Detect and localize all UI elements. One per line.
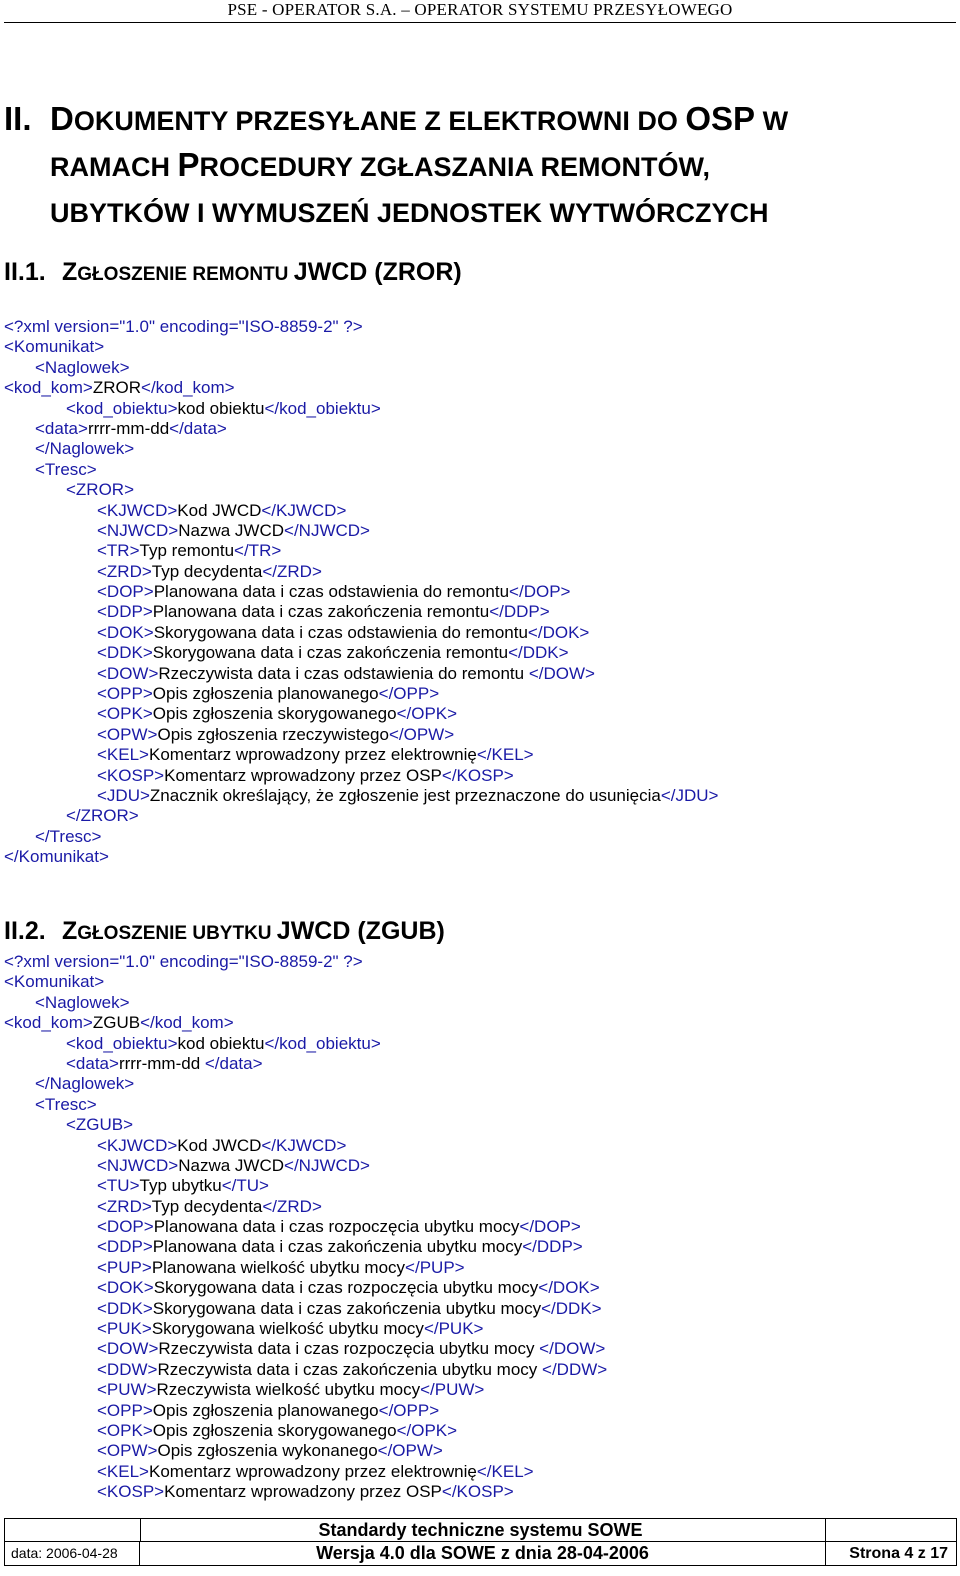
code-line: [4, 1197, 607, 1217]
element-value: Opis zgłoszenia skorygowanego: [152, 704, 397, 724]
xml-tag: <kod_kom>: [4, 1013, 93, 1033]
xml-tag: <Tresc>: [35, 459, 97, 479]
heading-text-part: OSP: [685, 100, 756, 137]
section-heading-2: [4, 916, 445, 949]
xml-code-block-zror: [4, 317, 718, 868]
code-line: [4, 847, 718, 867]
code-line: [4, 1278, 607, 1298]
heading-text-part: JWCD (ZGUB): [276, 917, 445, 945]
xml-tag: </ZROR>: [66, 806, 139, 826]
xml-tag: </DOW>: [539, 1339, 606, 1359]
code-line: [4, 439, 718, 459]
xml-tag: </kod_obiektu>: [264, 1033, 381, 1053]
xml-tag: <KOSP>: [97, 1482, 165, 1502]
xml-tag: <Komunikat>: [4, 972, 105, 992]
code-line: [4, 704, 718, 724]
code-line: [4, 562, 718, 582]
heading-text-part: Z: [62, 258, 78, 286]
element-value: Komentarz wprowadzony przez OSP: [164, 765, 442, 785]
xml-tag: </kod_obiektu>: [264, 398, 381, 418]
xml-tag: <ZRD>: [97, 561, 152, 581]
xml-tag: </PUP>: [405, 1257, 465, 1277]
code-line: [4, 1299, 607, 1319]
xml-tag: <KEL>: [97, 745, 149, 765]
code-line: [4, 1258, 607, 1278]
element-value: Skorygowana data i czas rozpoczęcia ubytku mocy: [153, 1278, 539, 1298]
xml-tag: <KJWCD>: [97, 1135, 178, 1155]
xml-tag: </DOK>: [538, 1278, 600, 1298]
xml-tag: <DOP>: [97, 582, 154, 602]
xml-tag: </KEL>: [476, 745, 534, 765]
xml-tag: <TR>: [97, 541, 140, 561]
xml-tag: <NJWCD>: [97, 1155, 179, 1175]
code-line: [4, 399, 718, 419]
xml-tag: </OPP>: [378, 684, 440, 704]
xml-tag: </OPK>: [396, 704, 458, 724]
xml-tag: </JDU>: [660, 785, 719, 805]
xml-tag: <OPP>: [97, 684, 153, 704]
xml-tag: <DDK>: [97, 1298, 153, 1318]
footer-title: Standardy techniczne systemu SOWE: [5, 1519, 956, 1542]
xml-tag: <data>: [66, 1053, 119, 1073]
element-value: Komentarz wprowadzony przez elektrownię: [149, 745, 477, 765]
code-line: [4, 1462, 607, 1482]
chapter-heading: [4, 97, 944, 235]
element-value: Typ remontu: [139, 541, 235, 561]
element-value: Rzeczywista data i czas odstawienia do remontu: [158, 663, 529, 683]
section-title: [62, 258, 462, 286]
xml-tag: <kod_obiektu>: [66, 398, 178, 418]
xml-tag: <ZROR>: [66, 480, 135, 500]
xml-tag: </PUK>: [423, 1319, 484, 1339]
xml-tag: <Naglowek>: [35, 357, 130, 377]
code-line: [4, 745, 718, 765]
element-value: Opis zgłoszenia wykonanego: [157, 1441, 378, 1461]
section-number: II.1.: [4, 258, 46, 286]
code-line: [4, 1237, 607, 1257]
element-value: ZROR: [92, 378, 142, 398]
xml-tag: </OPP>: [378, 1400, 440, 1420]
section-heading-1: [4, 257, 462, 290]
chapter-line-2: [4, 143, 944, 189]
chapter-line-3: [4, 189, 944, 235]
xml-tag: <Naglowek>: [35, 992, 130, 1012]
xml-tag: </NJWCD>: [284, 1155, 370, 1175]
xml-tag: </ZRD>: [262, 1196, 322, 1216]
xml-tag: <?xml version="1.0" encoding="ISO-8859-2" ?>: [4, 317, 363, 336]
element-value: Rzeczywista data i czas rozpoczęcia ubytku mocy: [158, 1339, 540, 1359]
code-line: [4, 317, 718, 337]
xml-tag: </kod_kom>: [141, 378, 235, 398]
code-line: [4, 1421, 607, 1441]
xml-tag: <?xml version="1.0" encoding="ISO-8859-2" ?>: [4, 952, 363, 971]
element-value: Kod JWCD: [177, 500, 262, 520]
xml-tag: <OPP>: [97, 1400, 153, 1420]
code-line: [4, 337, 718, 357]
xml-tag: <NJWCD>: [97, 520, 179, 540]
xml-tag: </DDW>: [542, 1359, 608, 1379]
xml-tag: <JDU>: [97, 785, 150, 805]
code-line: [4, 419, 718, 439]
xml-tag: <PUK>: [97, 1319, 152, 1339]
code-line: [4, 541, 718, 561]
heading-text-part: GŁOSZENIE REMONTU: [77, 264, 294, 285]
code-line: [4, 1176, 607, 1196]
xml-tag: <DDP>: [97, 1237, 153, 1257]
element-value: Planowana data i czas rozpoczęcia ubytku mocy: [153, 1217, 520, 1237]
xml-tag: <OPK>: [97, 1420, 153, 1440]
xml-tag: <PUW>: [97, 1380, 157, 1400]
code-line: [4, 1360, 607, 1380]
element-value: Typ decydenta: [151, 1196, 263, 1216]
xml-tag: <KJWCD>: [97, 500, 178, 520]
code-line: [4, 1380, 607, 1400]
xml-tag: </Naglowek>: [35, 439, 135, 459]
element-value: rrrr-mm-dd: [87, 418, 170, 438]
heading-text-part: D: [50, 100, 74, 137]
xml-tag: </TU>: [221, 1176, 269, 1196]
code-line: [4, 1115, 607, 1135]
xml-tag: <Komunikat>: [4, 337, 105, 357]
xml-tag: </data>: [204, 1053, 263, 1073]
code-line: [4, 1034, 607, 1054]
footer-version: Wersja 4.0 dla SOWE z dnia 28-04-2006: [316, 1543, 649, 1563]
heading-text-part: P: [177, 146, 200, 183]
xml-tag: </DDP>: [489, 602, 550, 622]
xml-tag: </kod_kom>: [140, 1013, 234, 1033]
heading-text-part: W: [755, 106, 789, 136]
xml-tag: </OPK>: [396, 1420, 458, 1440]
xml-tag: <Tresc>: [35, 1094, 97, 1114]
code-line: [4, 480, 718, 500]
code-line: [4, 1136, 607, 1156]
xml-tag: </data>: [169, 418, 227, 438]
page-footer: [4, 1518, 957, 1566]
xml-tag: </ZRD>: [262, 561, 322, 581]
heading-text-part: ROCEDURY ZGŁASZANIA REMONTÓW,: [199, 152, 711, 182]
xml-tag: <DOW>: [97, 663, 159, 683]
code-line: [4, 664, 718, 684]
element-value: kod obiektu: [177, 1033, 265, 1053]
xml-tag: <OPW>: [97, 1441, 158, 1461]
section-title: [62, 917, 445, 945]
xml-tag: <DDP>: [97, 602, 153, 622]
element-value: kod obiektu: [177, 398, 265, 418]
element-value: Kod JWCD: [177, 1135, 262, 1155]
xml-tag: <OPK>: [97, 704, 153, 724]
code-line: [4, 521, 718, 541]
xml-tag: <DOP>: [97, 1217, 154, 1237]
xml-tag: </NJWCD>: [284, 520, 370, 540]
heading-text-part: JWCD (ZROR): [293, 258, 462, 286]
chapter-line-1: [4, 97, 944, 143]
xml-tag: </DOK>: [527, 622, 590, 642]
footer-divider: [825, 1519, 957, 1541]
code-line: [4, 1217, 607, 1237]
xml-tag: <ZGUB>: [66, 1115, 134, 1135]
code-line: [4, 786, 718, 806]
code-line: [4, 1013, 607, 1033]
xml-tag: </KJWCD>: [261, 500, 347, 520]
code-line: [4, 827, 718, 847]
heading-text-part: GŁOSZENIE UBYTKU: [77, 923, 277, 944]
xml-tag: </KEL>: [476, 1461, 534, 1481]
element-value: Rzeczywista data i czas zakończenia ubytku mocy: [157, 1359, 543, 1379]
xml-tag: <kod_kom>: [4, 378, 93, 398]
heading-text-part: UBYTKÓW I WYMUSZEŃ JEDNOSTEK WYTWÓRCZYCH: [50, 198, 769, 228]
code-line: [4, 501, 718, 521]
xml-tag: <KEL>: [97, 1461, 149, 1481]
element-value: Opis zgłoszenia planowanego: [152, 684, 379, 704]
xml-tag: <DOW>: [97, 1339, 159, 1359]
heading-text-part: Z: [62, 917, 78, 945]
xml-tag: <TU>: [97, 1176, 140, 1196]
code-line: [4, 358, 718, 378]
element-value: Nazwa JWCD: [178, 520, 285, 540]
xml-tag: </DDK>: [541, 1298, 602, 1318]
footer-divider: [5, 1519, 141, 1541]
xml-tag: </DOW>: [528, 663, 595, 683]
element-value: Planowana data i czas zakończenia remontu: [152, 602, 490, 622]
xml-tag: <PUP>: [97, 1257, 152, 1277]
xml-code-block-zgub: [4, 952, 607, 1503]
code-line: [4, 1095, 607, 1115]
code-line: [4, 378, 718, 398]
element-value: Opis zgłoszenia rzeczywistego: [157, 724, 389, 744]
element-value: Skorygowana wielkość ubytku mocy: [151, 1319, 424, 1339]
code-line: [4, 1156, 607, 1176]
section-number: II.2.: [4, 917, 46, 945]
xml-tag: <DOK>: [97, 622, 154, 642]
code-line: [4, 993, 607, 1013]
code-line: [4, 460, 718, 480]
xml-tag: <data>: [35, 418, 88, 438]
code-line: [4, 602, 718, 622]
element-value: Rzeczywista wielkość ubytku mocy: [156, 1380, 421, 1400]
chapter-number: II.: [4, 100, 32, 137]
header-text: PSE - OPERATOR S.A. – OPERATOR SYSTEMU PRZESYŁOWEGO: [227, 0, 733, 19]
code-line: [4, 1319, 607, 1339]
xml-tag: <DOK>: [97, 1278, 154, 1298]
code-line: [4, 1074, 607, 1094]
element-value: Komentarz wprowadzony przez OSP: [164, 1482, 442, 1502]
element-value: ZGUB: [92, 1013, 141, 1033]
element-value: Opis zgłoszenia skorygowanego: [152, 1420, 397, 1440]
code-line: [4, 1054, 607, 1074]
element-value: Typ ubytku: [139, 1176, 222, 1196]
heading-text-part: OKUMENTY PRZESYŁANE Z ELEKTROWNI DO: [73, 106, 686, 136]
code-line: [4, 972, 607, 992]
code-line: [4, 1482, 607, 1502]
xml-tag: </DDK>: [508, 643, 569, 663]
code-line: [4, 684, 718, 704]
element-value: Typ decydenta: [151, 561, 263, 581]
xml-tag: <ZRD>: [97, 1196, 152, 1216]
xml-tag: </Naglowek>: [35, 1074, 135, 1094]
element-value: Skorygowana data i czas zakończenia ubytku mocy: [152, 1298, 542, 1318]
xml-tag: </DOP>: [519, 1217, 581, 1237]
xml-tag: </OPW>: [388, 724, 455, 744]
code-line: [4, 952, 607, 972]
code-line: [4, 1339, 607, 1359]
xml-tag: </KJWCD>: [261, 1135, 347, 1155]
code-line: [4, 806, 718, 826]
header-rule: [4, 22, 956, 23]
xml-tag: </KOSP>: [441, 765, 514, 785]
element-value: Skorygowana data i czas odstawienia do remontu: [153, 622, 528, 642]
code-line: [4, 623, 718, 643]
xml-tag: <KOSP>: [97, 765, 165, 785]
xml-tag: <kod_obiektu>: [66, 1033, 178, 1053]
xml-tag: </Komunikat>: [4, 847, 109, 867]
footer-page-number: Strona 4 z 17: [825, 1542, 956, 1565]
element-value: Opis zgłoszenia planowanego: [152, 1400, 379, 1420]
page-header: [0, 0, 960, 20]
chapter-line-parts: [50, 100, 788, 137]
element-value: Planowana wielkość ubytku mocy: [151, 1257, 406, 1277]
code-line: [4, 766, 718, 786]
xml-tag: <OPW>: [97, 724, 158, 744]
footer-date: data: 2006-04-28: [5, 1542, 140, 1565]
xml-tag: </TR>: [234, 541, 282, 561]
xml-tag: <DDK>: [97, 643, 153, 663]
code-line: [4, 1401, 607, 1421]
heading-text-part: RAMACH: [50, 152, 178, 182]
xml-tag: </DDP>: [522, 1237, 583, 1257]
xml-tag: </Tresc>: [35, 826, 102, 846]
code-line: [4, 643, 718, 663]
element-value: rrrr-mm-dd: [118, 1053, 205, 1073]
code-line: [4, 725, 718, 745]
xml-tag: </DOP>: [509, 582, 571, 602]
element-value: Znacznik określający, że zgłoszenie jest przeznaczone do usunięcia: [149, 785, 661, 805]
code-line: [4, 1441, 607, 1461]
xml-tag: </OPW>: [377, 1441, 443, 1461]
xml-tag: <DDW>: [97, 1359, 158, 1379]
element-value: Komentarz wprowadzony przez elektrownię: [149, 1461, 477, 1481]
element-value: Skorygowana data i czas zakończenia remontu: [152, 643, 509, 663]
element-value: Nazwa JWCD: [178, 1155, 285, 1175]
code-line: [4, 582, 718, 602]
xml-tag: </PUW>: [420, 1380, 485, 1400]
element-value: Planowana data i czas zakończenia ubytku mocy: [152, 1237, 523, 1257]
element-value: Planowana data i czas odstawienia do remontu: [153, 582, 510, 602]
xml-tag: </KOSP>: [441, 1482, 514, 1502]
